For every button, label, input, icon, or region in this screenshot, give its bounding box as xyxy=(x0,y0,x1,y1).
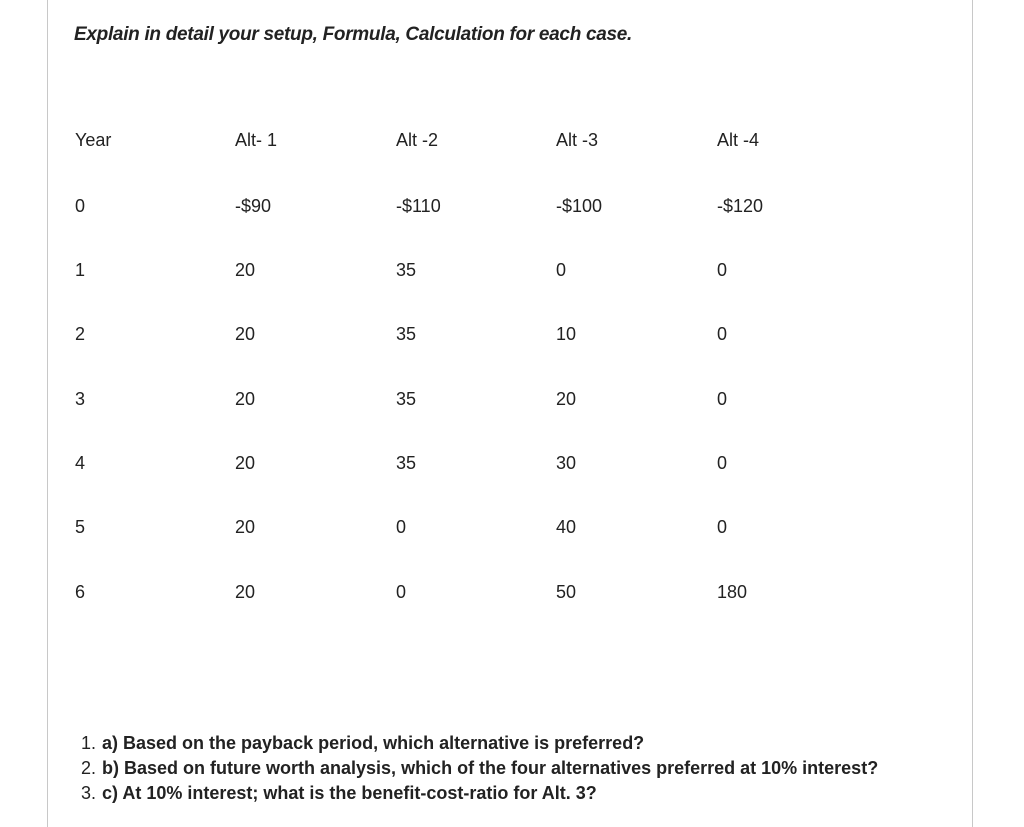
cell-alt-1: 20 xyxy=(235,582,256,602)
cell-alt-3: 20 xyxy=(556,389,577,409)
cell-alt-3: 50 xyxy=(556,582,577,602)
right-border xyxy=(972,0,973,827)
cell-alt-2: 35 xyxy=(396,453,417,473)
cell-alt-3: -$100 xyxy=(556,196,603,216)
cell-year: 0 xyxy=(75,196,86,216)
cell-alt-4: -$120 xyxy=(717,196,764,216)
header-alt-1: Alt- 1 xyxy=(235,130,278,150)
cell-alt-3: 40 xyxy=(556,517,577,537)
question-text: a) Based on the payback period, which alternative is preferred? xyxy=(102,733,645,753)
question-number: 1. xyxy=(81,733,97,753)
cell-alt-4: 0 xyxy=(717,389,728,409)
cell-year: 5 xyxy=(75,517,86,537)
header-alt-4: Alt -4 xyxy=(717,130,760,150)
header-alt-3: Alt -3 xyxy=(556,130,599,150)
cell-alt-2: -$110 xyxy=(396,196,441,216)
question-text: b) Based on future worth analysis, which of the four alternatives preferred at 10% interest? xyxy=(102,758,879,778)
cell-alt-4: 0 xyxy=(717,453,728,473)
cell-alt-4: 180 xyxy=(717,582,748,602)
cell-year: 1 xyxy=(75,260,86,280)
question-number: 2. xyxy=(81,758,97,778)
cell-alt-1: -$90 xyxy=(235,196,272,216)
cell-alt-4: 0 xyxy=(717,260,728,280)
cell-alt-1: 20 xyxy=(235,324,256,344)
cell-year: 6 xyxy=(75,582,86,602)
cell-alt-1: 20 xyxy=(235,453,256,473)
cell-alt-2: 35 xyxy=(396,260,417,280)
cell-alt-2: 0 xyxy=(396,517,407,537)
cell-alt-1: 20 xyxy=(235,260,256,280)
left-border xyxy=(47,0,48,827)
cell-alt-2: 35 xyxy=(396,324,417,344)
question-item xyxy=(81,731,878,756)
header-alt-2: Alt -2 xyxy=(396,130,439,150)
cell-year: 4 xyxy=(75,453,86,473)
cell-alt-2: 35 xyxy=(396,389,417,409)
cell-alt-3: 10 xyxy=(556,324,577,344)
cell-alt-1: 20 xyxy=(235,517,256,537)
question-list xyxy=(81,731,878,806)
cell-alt-2: 0 xyxy=(396,582,407,602)
cell-alt-4: 0 xyxy=(717,517,728,537)
cell-alt-4: 0 xyxy=(717,324,728,344)
question-number: 3. xyxy=(81,783,97,803)
header-year: Year xyxy=(75,130,112,150)
cell-alt-3: 0 xyxy=(556,260,567,280)
cell-alt-1: 20 xyxy=(235,389,256,409)
cell-year: 3 xyxy=(75,389,86,409)
question-text: c) At 10% interest; what is the benefit-cost-ratio for Alt. 3? xyxy=(102,783,597,803)
instruction-text: Explain in detail your setup, Formula, Calculation for each case. xyxy=(74,24,633,45)
cell-year: 2 xyxy=(75,324,86,344)
cell-alt-3: 30 xyxy=(556,453,577,473)
question-item xyxy=(81,781,878,806)
question-item xyxy=(81,756,878,781)
